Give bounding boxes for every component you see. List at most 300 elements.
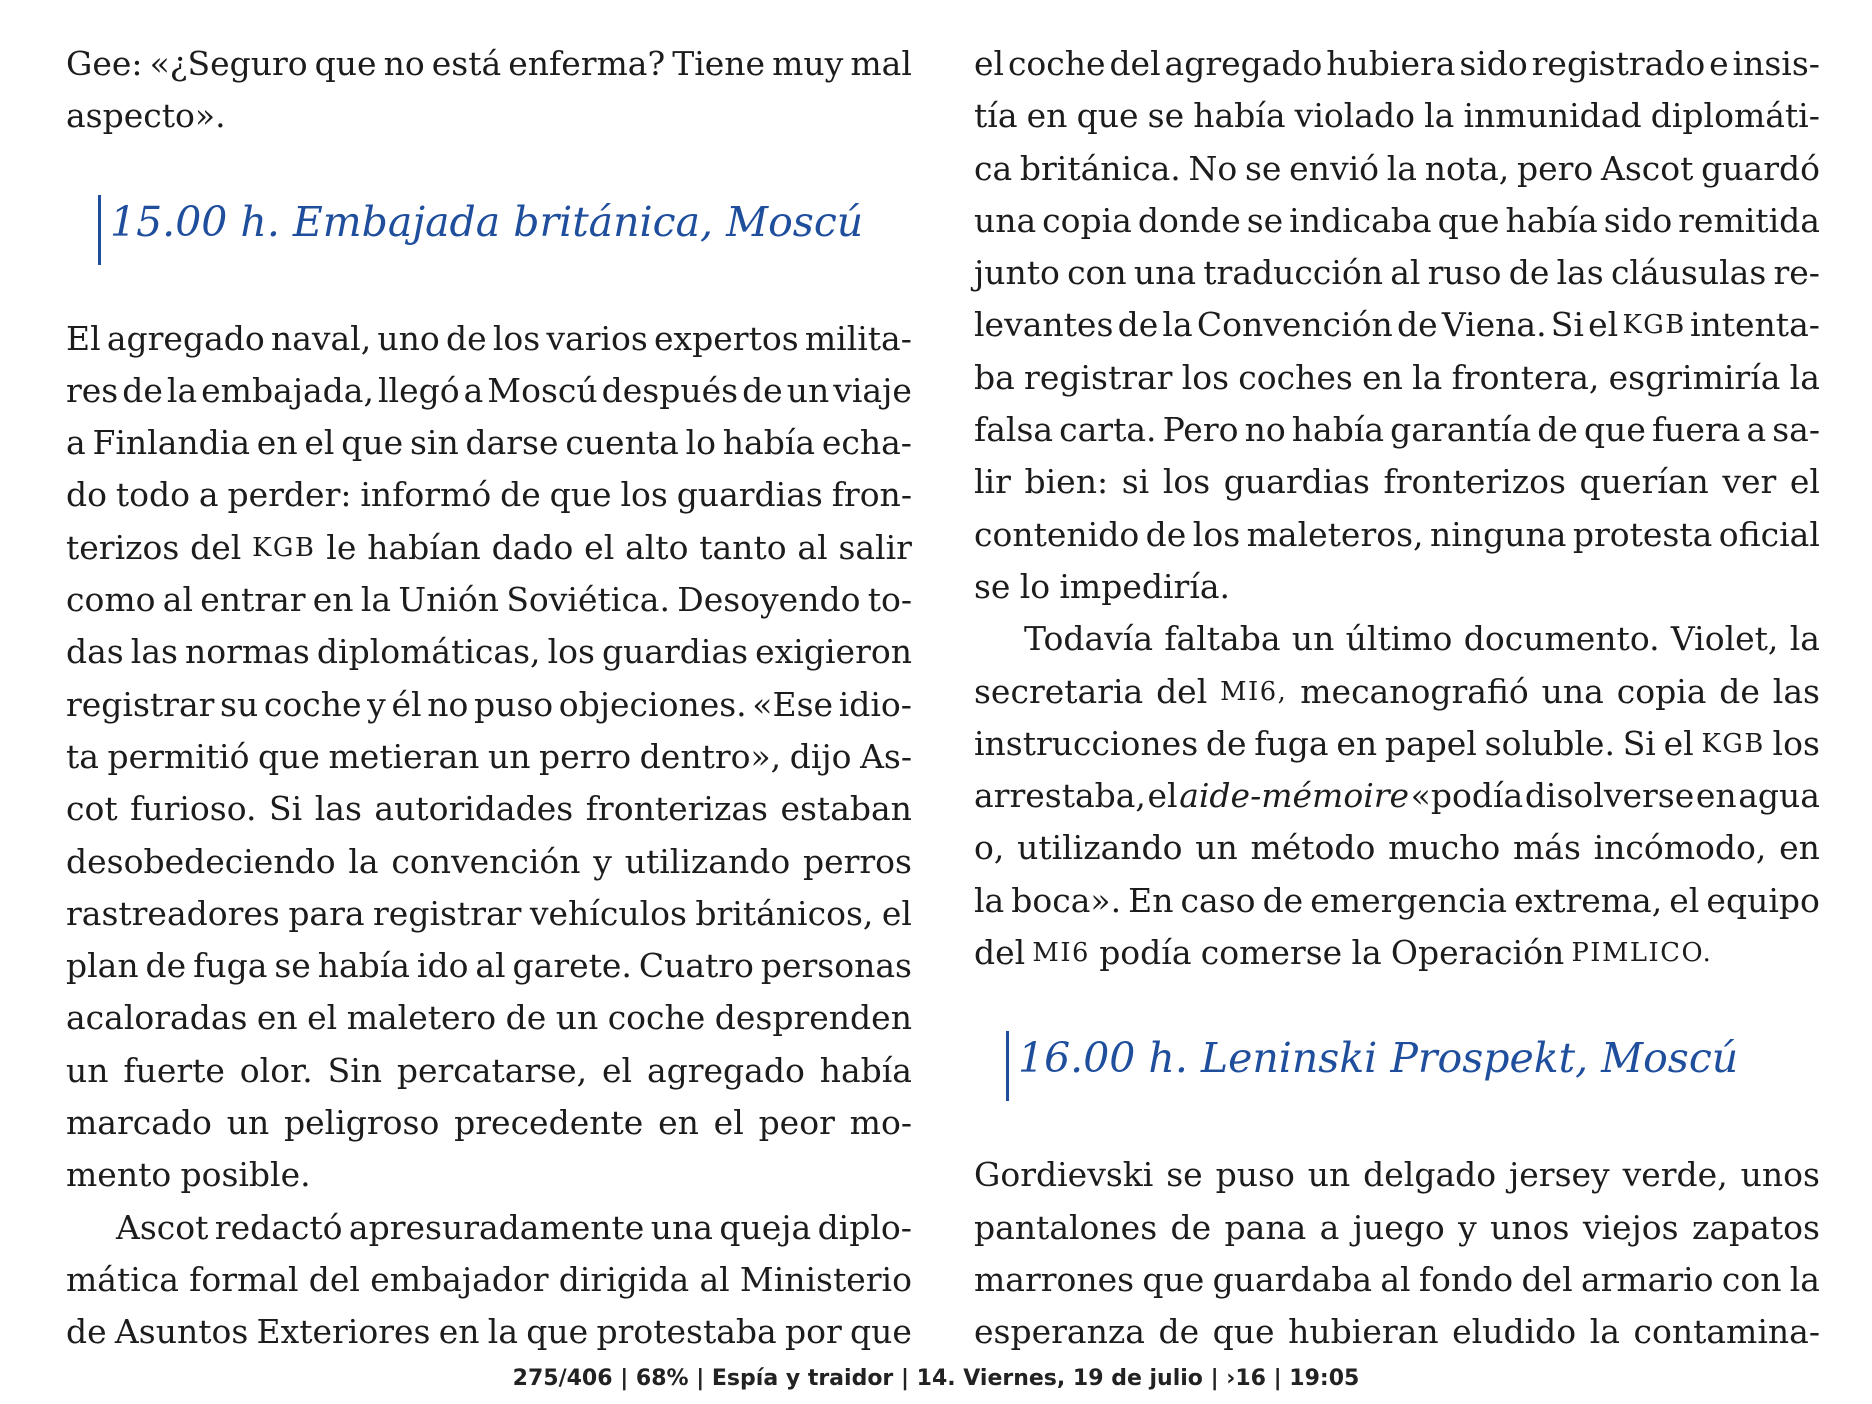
word: Gordievski [974,1155,1154,1195]
word: entrar [200,580,306,620]
word: a [1746,410,1767,450]
word: dijo [789,736,852,776]
text-line [974,1202,1820,1254]
word: faltaba [1164,619,1281,659]
text-line [974,718,1820,770]
word: había [1505,200,1598,240]
word: res [66,370,119,410]
word: posible. [180,1155,311,1195]
word: Ascot [116,1207,209,1247]
text-line [66,1254,912,1306]
word: registrar [373,893,522,933]
word: idio- [838,684,912,724]
word: coche [263,684,362,724]
word: el [1669,880,1700,920]
word: la [1386,148,1417,188]
reading-status-bar: 275/406 | 68% | Espía y traidor | 14. Viernes, 19 de julio | ›16 | 19:05 [512,1366,1360,1391]
word: había [317,946,410,986]
word: fuera [1651,410,1741,450]
word: varios [546,318,648,358]
word: un [786,370,830,410]
heading-rule [98,195,101,265]
word: Convención [1196,305,1393,345]
word: había [819,1050,912,1090]
word: juego [1352,1207,1445,1247]
word: cláusulas [1610,253,1767,293]
word: un [1195,828,1238,868]
word: en [312,580,354,620]
text-line [974,456,1820,508]
word: Operación [1390,933,1565,973]
text-line [974,666,1820,718]
word: «Ese [752,684,834,724]
word: se [1244,148,1282,188]
word: puso [1215,1155,1295,1195]
text-line [974,1149,1820,1201]
word: muy [772,44,844,83]
word: maleteros, [1246,514,1424,554]
word: mucho [1388,828,1501,868]
word: comerse [1200,933,1343,973]
word: acaloradas [66,998,248,1038]
word: Desoyendo [677,580,861,620]
word: de [505,998,547,1038]
word: el [584,527,615,567]
word: lo [1019,566,1051,606]
word: Si [1550,305,1584,345]
word: echa- [821,423,912,463]
text-line [974,822,1820,874]
word: plan [66,946,139,986]
word: alto [625,527,689,567]
word: viejos [1582,1207,1679,1247]
word: una [1541,671,1604,711]
word: personas [760,946,912,986]
word: agregado [1164,44,1323,83]
word: perros [802,841,912,881]
word: registrar [1024,357,1173,397]
word: copia [1616,671,1707,711]
word: una [974,200,1037,240]
word: guardias [601,632,749,672]
word: inmunidad [1463,96,1642,136]
word: de [1537,410,1578,450]
word: mática [66,1259,179,1299]
word: levantes [974,305,1114,345]
word: a [463,370,484,410]
word: un [555,998,599,1038]
word: que [1437,200,1500,240]
word: percatarse, [396,1050,588,1090]
word: le [326,527,357,567]
word: diplomáti- [1650,96,1820,136]
word: del [1109,44,1161,83]
word: el [304,423,335,463]
word: aide-mémoire [1179,776,1410,816]
word: uno [377,318,440,358]
word: que [1076,96,1139,136]
text-line [66,313,912,365]
word: aspecto». [66,96,226,136]
word: objeciones. [558,684,747,724]
word: documento. [1463,619,1660,659]
word: se [974,566,1011,606]
word: método [1250,828,1376,868]
word: eludido [1452,1312,1577,1352]
word: del [1156,671,1208,711]
spacer [974,979,1820,1007]
word: delgado [1363,1155,1497,1195]
word: tanto [699,527,787,567]
word: esgrimiría [1608,357,1781,397]
word: el [1663,723,1694,763]
word: podía [1099,933,1192,973]
word: caso [1180,880,1256,920]
text-line [66,574,912,626]
word: instrucciones [974,723,1199,763]
text-line [974,143,1820,195]
text-line [66,731,912,783]
word: en [1695,776,1737,816]
word: Sin [327,1050,383,1090]
word: coche [607,998,706,1038]
word: cuenta [565,423,679,463]
text-line [974,38,1820,90]
word: Violet, [1670,619,1779,659]
word: enferma? [508,44,666,83]
word: Cuatro [638,946,754,986]
word: un [1307,1155,1351,1195]
text-line [66,888,912,940]
word: un [1291,619,1335,659]
word: agregado [106,318,265,358]
word: el [307,998,338,1038]
section-heading [66,181,912,275]
word: de [742,370,783,410]
word: frontera, [1451,357,1600,397]
word: que [549,475,612,515]
word: la [1424,96,1455,136]
word: sido [1459,44,1528,83]
word: diplo- [817,1207,912,1247]
word: oficial [1718,514,1820,554]
word: fron- [831,475,912,515]
text-line [974,509,1820,561]
word: la [1789,1259,1820,1299]
word: en [438,1312,480,1352]
word: boca». [1011,880,1122,920]
word: dirigida [558,1259,690,1299]
word: de [1170,1207,1212,1247]
word: armario [1580,1259,1714,1299]
word: hubieran [1288,1312,1439,1352]
text-line [974,1306,1820,1358]
word: al [162,580,193,620]
text-line [974,195,1820,247]
text-line [66,469,912,521]
word: incómodo, [1593,828,1767,868]
word: KGB [1622,310,1686,341]
word: en [1336,723,1378,763]
word: lo [685,423,716,463]
text-line [974,613,1820,665]
word: Viena. [1441,305,1547,345]
word: de [66,1312,107,1352]
word: fronterizos [1383,462,1566,502]
word: las [1772,671,1820,711]
word: con [1721,1259,1782,1299]
text-line [66,992,912,1044]
word: había [722,423,816,463]
word: olor. [239,1050,313,1090]
word: naval, [270,318,372,358]
word: Pero [1162,410,1239,450]
word: se [1246,200,1284,240]
word: KGB [1701,728,1765,759]
word: querían [1579,462,1709,502]
word: embajador [370,1259,549,1299]
heading-text: 15.00 h. Embajada británica, Moscú [110,197,864,246]
text-line [66,1202,912,1254]
spacer [66,143,912,171]
word: que [526,1312,589,1352]
word: fuga [1254,723,1329,763]
word: del [308,1259,360,1299]
word: exigieron [755,632,912,672]
word: marcado [66,1103,212,1143]
word: habían [367,527,481,567]
word: perder: [227,475,352,515]
word: la [348,841,379,881]
word: insis- [1732,44,1820,83]
word: lir [974,462,1011,502]
word: ta [66,736,99,776]
word: apresuradamente [348,1207,645,1247]
text-line [974,352,1820,404]
text-line [66,679,912,731]
word: Asuntos [114,1312,249,1352]
word: El [66,318,101,358]
word: todo [115,475,191,515]
word: como [66,580,156,620]
word: y [367,684,386,724]
word: después [601,370,739,410]
word: impediría. [1059,566,1231,606]
word: peligroso [284,1103,440,1143]
word: guardias [1223,462,1370,502]
word: un [226,1103,270,1143]
word: registrar [66,684,215,724]
text-line [974,90,1820,142]
word: indicaba [1289,200,1432,240]
text-line [66,940,912,992]
word: no [383,44,425,83]
word: que [1142,1259,1205,1299]
word: a [66,423,86,463]
word: precedente [454,1103,644,1143]
word: una [1133,253,1197,293]
word: en [1362,357,1403,397]
word: garantía [1390,410,1532,450]
word: ver [1722,462,1777,502]
word: agregado [646,1050,805,1090]
word: la [1789,357,1820,397]
word: a [198,475,219,515]
text-line [974,404,1820,456]
word: viaje [833,370,912,410]
word: el [1588,305,1619,345]
word: contamina- [1633,1312,1820,1352]
word: al [797,527,828,567]
word: que [258,736,320,776]
word: metieran [328,736,480,776]
word: arrestaba, [974,776,1146,816]
right-column [974,38,1820,1359]
word: soluble. [1484,723,1615,763]
text-line [66,1149,912,1201]
word: convención [391,841,581,881]
word: el [713,1103,744,1143]
word: de [145,946,187,986]
word: No [1188,148,1238,188]
word: de [1508,253,1550,293]
word: fondo [1418,1259,1514,1299]
word: al [1380,1259,1411,1299]
text-line [66,417,912,469]
word: de [1397,305,1438,345]
word: de [500,475,541,515]
word: los [1162,462,1211,502]
word: con [1067,253,1127,293]
word: terizos [66,527,180,567]
word: MI6 [1032,938,1090,969]
word: a [1319,1207,1340,1247]
word: de [1158,1312,1200,1352]
word: rastreadores [66,893,280,933]
word: para [288,893,365,933]
word: al [699,1259,730,1299]
word: del [1521,1259,1573,1299]
word: Finlandia [92,423,251,463]
word: queja [719,1207,812,1247]
word: los [492,318,541,358]
word: la [974,880,1005,920]
word: los [620,475,668,515]
word: dado [491,527,574,567]
word: en [1026,96,1068,136]
word: Soviética. [506,580,670,620]
word: carta. [1059,410,1157,450]
word: el [974,44,1005,83]
word: que [1583,410,1646,450]
word: coche [1007,44,1106,83]
word: to- [867,580,912,620]
word: coches [1238,357,1353,397]
word: fuga [193,946,268,986]
word: Exteriores [256,1312,431,1352]
word: al [475,946,506,986]
word: Gee: [66,44,143,83]
word: unos [1740,1155,1820,1195]
word: utilizando [1017,828,1183,868]
word: y [1458,1207,1477,1247]
word: diplomáticas, [316,632,541,672]
word: las [314,789,362,829]
word: As- [860,736,912,776]
word: mecanografió [1300,671,1529,711]
word: tía [974,96,1018,136]
word: no [1244,410,1286,450]
word: la [1351,933,1382,973]
word: la [1589,1312,1620,1352]
word: redactó [214,1207,343,1247]
word: garete. [512,946,632,986]
word: el [881,893,912,933]
left-column [66,38,912,1359]
heading-text: 16.00 h. Leninski Prospekt, Moscú [1018,1034,1739,1083]
text-line [974,927,1820,979]
word: unos [1490,1207,1570,1247]
word: extrema, [1514,880,1663,920]
word: ruso [1427,253,1502,293]
word: formal [189,1259,299,1299]
word: cot [66,789,118,829]
word: Unión [398,580,500,620]
word: re- [1773,253,1820,293]
text-line [66,522,912,574]
word: que [314,44,377,83]
word: un [487,736,531,776]
word: protestaba [596,1312,777,1352]
word: PIMLICO. [1571,938,1713,969]
word: de [1117,305,1159,345]
word: registrado [1531,44,1706,83]
word: secretaria [974,671,1144,711]
word: darse [465,423,559,463]
word: utilizando [624,841,791,881]
text-line [974,1254,1820,1306]
word: las [130,632,178,672]
word: desobedeciendo [66,841,336,881]
text-line [974,770,1820,822]
text-line [66,1097,912,1149]
word: protesta [1572,514,1713,554]
text-line [974,299,1820,351]
word: se [1166,1155,1203,1195]
word: si [1121,462,1150,502]
word: «¿Seguro [149,44,308,83]
word: la [1412,357,1443,397]
word: la [1162,305,1193,345]
word: nota, [1424,148,1510,188]
word: un [66,1050,109,1090]
word: de [1719,671,1760,711]
word: la [1789,619,1820,659]
word: esperanza [974,1312,1145,1352]
word: violado [1294,96,1415,136]
word: ba [974,357,1015,397]
word: del [190,527,242,567]
word: al [1390,253,1421,293]
word: llegó [377,370,460,410]
word: contenido [974,514,1140,554]
word: informó [360,475,492,515]
word: está [431,44,502,83]
word: que [850,1312,912,1352]
word: en [658,1103,699,1143]
word: MI6, [1220,676,1288,707]
word: él [391,684,422,724]
